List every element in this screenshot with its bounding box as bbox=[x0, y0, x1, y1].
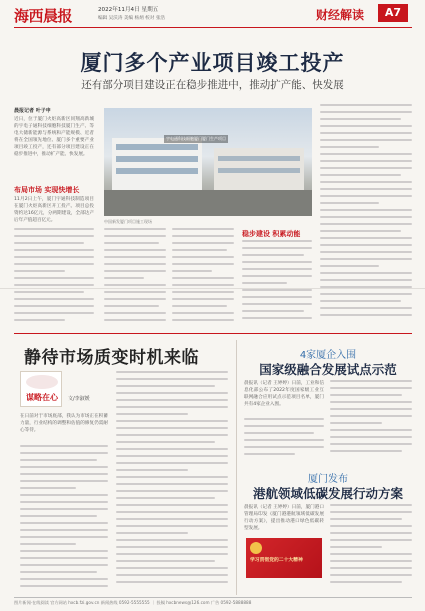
section-name: 财经解读 bbox=[316, 8, 365, 22]
feature-body-col2 bbox=[116, 371, 228, 592]
page-number-badge: A7 bbox=[378, 4, 408, 22]
promo-ad-text: 学习贯彻党的二十大精神 bbox=[250, 558, 303, 563]
footer-text: 图片新闻·在线阅读 官方网站 hxcb.fzi.gov.cn 新闻热线 0592-5555555 ｜ 投稿 hxcbnews@126.com 广告 0592-5888888 bbox=[14, 600, 252, 605]
lead-byline: 晨报记者 叶子申 bbox=[14, 108, 51, 114]
column-tag-accent: 心 bbox=[50, 392, 58, 402]
promo-ad bbox=[246, 538, 322, 578]
lead-body-col1 bbox=[14, 228, 94, 326]
lead-photo bbox=[104, 108, 312, 216]
promo-ad-emblem bbox=[250, 542, 262, 554]
photo-caption: 宇电通科技细胞厦门厦门生产项目 bbox=[166, 136, 226, 141]
photo-building-windows bbox=[116, 144, 198, 150]
section-divider bbox=[14, 333, 412, 334]
column-author: 文/李淑媛 bbox=[68, 396, 90, 402]
news1-headline: 国家级融合发展试点示范 bbox=[259, 362, 397, 377]
news1-body-col1 bbox=[244, 418, 324, 460]
lead-body-col3b bbox=[242, 240, 312, 326]
column-tag bbox=[20, 371, 62, 407]
editor-line: 编辑 吴沃涛 美编 杨炳 校对 张浩 bbox=[98, 16, 166, 21]
masthead-rule bbox=[14, 27, 412, 28]
issue-date: 2022年11月4日 星期五 bbox=[98, 7, 159, 13]
column-tag-icon bbox=[26, 375, 58, 389]
column-tag-text bbox=[23, 392, 61, 403]
lead-body-col2 bbox=[104, 228, 166, 326]
paper-fold-seam bbox=[0, 288, 425, 289]
lead-body-col4 bbox=[320, 104, 412, 326]
masthead bbox=[0, 0, 425, 30]
newspaper-logo: 海西晨报 bbox=[14, 7, 73, 25]
news2-body-col2 bbox=[330, 504, 412, 592]
news1-kicker: 4家厦企入围 bbox=[299, 350, 357, 361]
news2-kicker: 厦门发布 bbox=[308, 474, 348, 485]
lead-subhead-1: 布局市场 实现快增长 bbox=[14, 185, 80, 194]
feature-headline: 静待市场质变时机来临 bbox=[24, 348, 199, 368]
feature-paragraph-1: 在日前对于市场底部，我认为市场正在积蓄力量，行业结构的调整和估值的修复仍需耐心等待。 bbox=[20, 414, 108, 433]
vertical-divider bbox=[236, 340, 237, 595]
news1-body-col2 bbox=[330, 380, 412, 460]
lead-body-col3 bbox=[172, 228, 234, 326]
lead-subtitle: 还有部分项目建设正在稳步推进中，推动扩产能、快发展 bbox=[81, 79, 344, 91]
lead-paragraph-2: 11月2日上午，厦门宇通科技制造项目在厦门火炬高新区开工投产。项目总投资约达16亿元，分两期建设，全部达产后年产值超百亿元。 bbox=[14, 197, 94, 223]
photo-credit: 中国新发厦门项目施工现场 bbox=[104, 219, 152, 224]
news2-paragraph-1: 晨报讯（记者 王婷婷）日前，厦门港口管理局印发《厦门港港航领域低碳发展行动方案》，提出推动港口绿色低碳转型发展。 bbox=[244, 505, 324, 531]
lead-subhead-2: 稳步建设 积累动能 bbox=[242, 229, 301, 238]
column-tag-label: 谋略在 bbox=[26, 392, 50, 402]
photo-ground bbox=[104, 190, 312, 216]
news1-paragraph-1: 晨报讯（记者 王婷婷）日前，工业和信息化部公布了2022年度国家级工业互联网融合应用试点示范项目名单，厦门共有4家企业入围。 bbox=[244, 381, 324, 407]
lead-paragraph-1: 近日，位于厦门火炬高新区同翔高新城的宇电子通科技细胞科技厦门生产、等电大储新能源与系统和产能规模、近者将在全国领先地位、厦门多个重要产业项目竣工投产，还有部分项目建设正在稳步推进中，推动扩产能、快发展。 bbox=[14, 117, 94, 157]
news2-headline: 港航领域低碳发展行动方案 bbox=[252, 486, 403, 501]
lead-headline: 厦门多个产业项目竣工投产 bbox=[80, 50, 345, 75]
feature-body-col1 bbox=[20, 445, 108, 592]
footer-rule bbox=[14, 597, 412, 598]
